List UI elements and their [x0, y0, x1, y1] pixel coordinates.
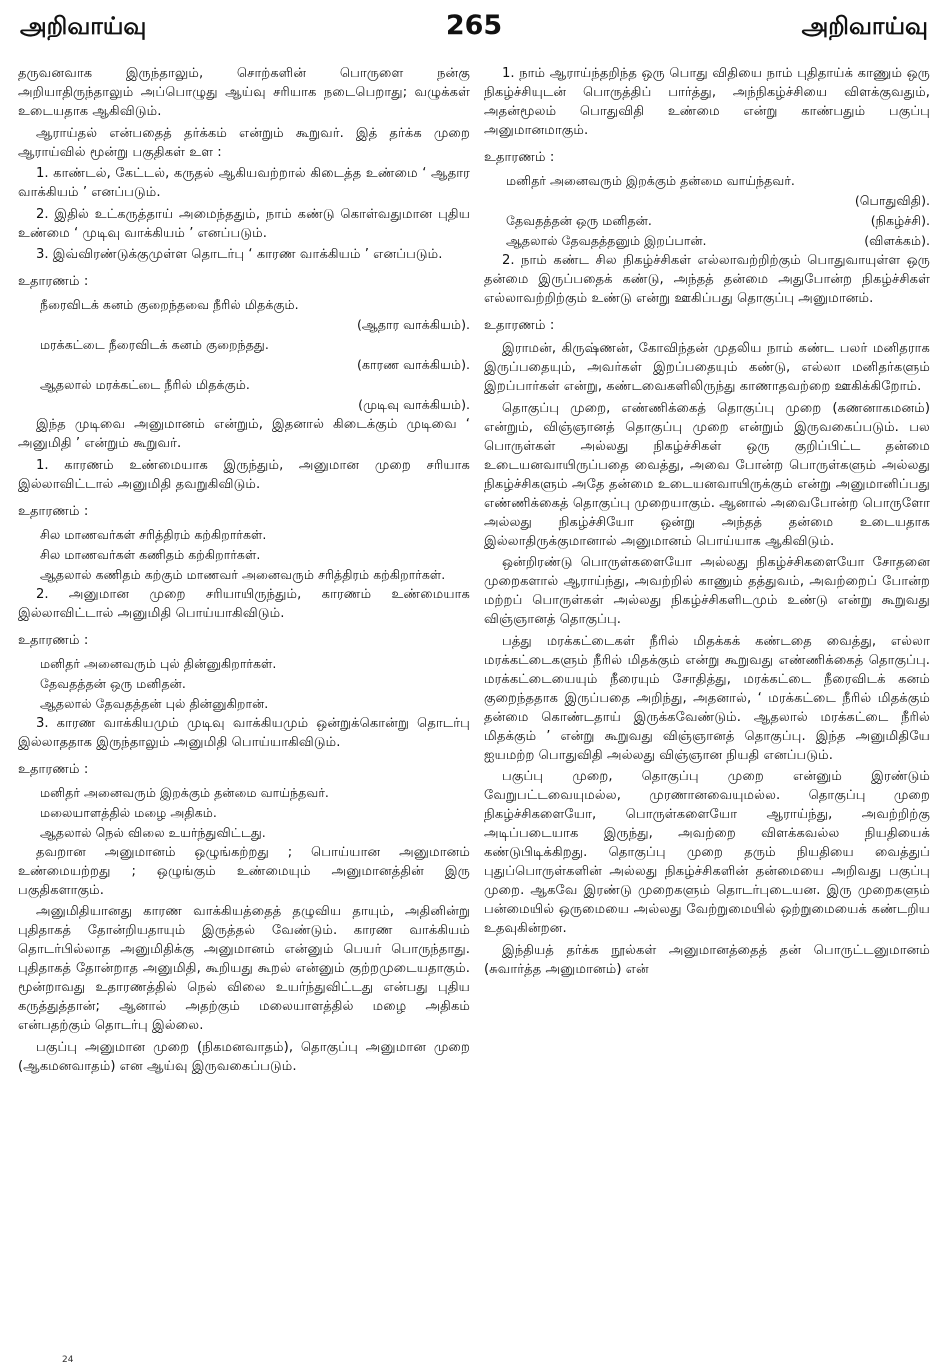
example-heading: உதாரணம் :	[18, 632, 89, 648]
paragraph: இந்த முடிவை அனுமானம் என்றும், இதனால் கிடைக்கும் முடிவை ‘ அனுமிதி ’ என்றும் கூறுவர்.	[18, 417, 470, 451]
paragraph: பத்து மரக்கட்டைகள் நீரில் மிதக்கக் கண்டதை வைத்து, எல்லா மரக்கட்டைகளும் நீரில் மிதக்கும் என்று கூறுவது எண்ணிக்கைத் தொகுப்பு. மரக்கட்டையையும் நீரையும் சோதித்து, மரக்கட்டை நீரைவிடக் கனம் குறைந்ததாக இருப்பதை அறிந்து, அதனால், ‘ மரக்கட்டை நீரில் மிதக்கும் தன்மை கொண்டதாய் இருக்கவேண்டும். ஆதலால் மரக்கட்டை நீரில் மிதக்கும் ’ என்று கூறுவது விஞ்ஞானத் தொகுப்பு. இந்த அனுமிதியே ஐயமற்ற பொதுவிதி அல்லது விஞ்ஞான நியதி எனப்படும்.	[484, 633, 930, 763]
example-line: ஆதலால் நெல் விலை உயர்ந்துவிட்டது.	[40, 824, 266, 840]
paragraph: 2. இதில் உட்கருத்தாய் அமைந்ததும், நாம் கண்டு கொள்வதுமான புதிய உண்மை ‘ முடிவு வாக்கியம் ’ எனப்படும்.	[18, 206, 470, 241]
paragraph: பகுப்பு முறை, தொகுப்பு முறை என்னும் இரண்டும் வேறுபட்டவையுமல்ல, முரணானவையுமல்ல. தொகுப்பு முறை நிகழ்ச்சிகளையோ, பொருள்களையோ ஆராய்ந்து, அவற்றிற்கு அடிப்படையாக இருந்து, அவற்றை விளக்கவல்ல நியதியைக் கண்டுபிடிக்கிறது. தொகுப்பு முறை தரும் நியதியை வைத்துப் புதுப்பொருள்களின் அல்லது நிகழ்ச்சிகளின் தன்மையை அறிவது பகுப்பு முறை. ஆகவே இரண்டு முறைகளும் தொடர்புடையன. இரு முறைகளும் பன்மையில் ஒருமையை அல்லது வேற்றுமையில் ஒற்றுமையைக் கண்டறிய உதவுகின்றன.	[484, 769, 930, 936]
example-heading: உதாரணம் :	[18, 761, 89, 777]
example-line: மனிதர் அனைவரும் புல் தின்னுகிறார்கள்.	[40, 655, 277, 671]
example-text: ஆதலால் தேவதத்தனும் இறப்பான்.	[506, 233, 707, 248]
example-label: (விளக்கம்).	[864, 233, 930, 248]
paragraph: பகுப்பு அனுமான முறை (நிகமனவாதம்), தொகுப்பு அனுமான முறை (ஆகமனவாதம்) என ஆய்வு இருவகைப்படும்.	[18, 1039, 470, 1074]
example-line: மலையாளத்தில் மழை அதிகம்.	[40, 804, 217, 820]
paragraph: இராமன், கிருஷ்ணன், கோவிந்தன் முதலிய நாம் கண்ட பலர் மனிதராக இருப்பதையும், அவர்கள் இறப்பதையும் கண்டு, எல்லா மனிதர்களும் இறப்பார்கள் என்று, கண்டவைகளிலிருந்து காணாதவற்றை ஊகிக்கிறோம்.	[484, 341, 930, 394]
running-head-left: அறிவாய்வு	[20, 12, 147, 40]
page-header	[0, 10, 948, 50]
example-line: தேவதத்தன் ஒரு மனிதன்.	[40, 675, 186, 691]
footer-signature-mark: 24	[62, 1355, 74, 1365]
example-line: ஆதலால் தேவதத்தன் புல் தின்னுகிறான்.	[40, 695, 269, 711]
paragraph: ஆராய்தல் என்பதைத் தர்க்கம் என்றும் கூறுவர். இத் தர்க்க முறை ஆராய்வில் மூன்று பகுதிகள் உள :	[18, 125, 470, 160]
example-label: (பொதுவிதி).	[854, 193, 930, 208]
paragraph: தொகுப்பு முறை, எண்ணிக்கைத் தொகுப்பு முறை (கணனாகமனம்) என்றும், விஞ்ஞானத் தொகுப்பு முறை என்றும் இருவகைப்படும். பல பொருள்கள் அல்லது நிகழ்ச்சிகள் ஒரு குறிப்பிட்ட தன்மை உடையனவாயிருப்பதை வைத்து, அவை போன்ற பொருள்களும் அல்லது நிகழ்ச்சிகளும் அதே தன்மை உடையனவாயிருக்கும் என்று அனுமானிப்பது எண்ணிக்கைத் தொகுப்பு முறையாகும். ஆனால் அவைபோன்ற பொருளோ அல்லது நிகழ்ச்சியோ ஒன்று அந்தத் தன்மை உடையதாக இல்லாதிருக்குமானால் அனுமானம் பொய்யாக ஆகிவிடும்.	[484, 400, 930, 549]
example-line: ஆதலால் கணிதம் கற்கும் மாணவர் அனைவரும் சரித்திரம் கற்கிறார்கள்.	[40, 566, 446, 582]
paragraph: 3. காரண வாக்கியமும் முடிவு வாக்கியமும் ஒன்றுக்கொன்று தொடர்பு இல்லாததாக இருந்தாலும் அனுமிதி பொய்யாகிவிடும்.	[18, 715, 470, 750]
paragraph: அனுமிதியானது காரண வாக்கியத்தைத் தழுவிய தாயும், அதினின்று புதிதாகத் தோன்றியதாயும் இருத்தல் வேண்டும். காரண வாக்கியம் தொடர்பில்லாத அனுமிதிக்கு அனுமானம் என்னும் பெயர் பொருந்தாது. புதிதாகத் தோன்றாத அனுமிதி, கூறியது கூறல் என்னும் குற்றமுடையதாகும். மூன்றாவது உதாரணத்தில் நெல் விலை உயர்ந்துவிட்டது என்பது புதிய கருத்துத்தான்; ஆனால் அதற்கும் மலையாளத்தில் மழை அதிகம் என்பதற்கும் தொடர்பு இல்லை.	[18, 904, 470, 1033]
example-line: சில மாணவர்கள் சரித்திரம் கற்கிறார்கள்.	[40, 526, 267, 542]
paragraph: 2. நாம் கண்ட சில நிகழ்ச்சிகள் எல்லாவற்றிற்கும் பொதுவாயுள்ள ஒரு தன்மை இருப்பதைக் கண்டு, அந்தத் தன்மை அதுபோன்ற நிகழ்ச்சிகள் எல்லாவற்றிற்கும் உண்டு என்று ஊகிப்பது தொகுப்பு அனுமானம்.	[484, 253, 930, 306]
paragraph: 1. காண்டல், கேட்டல், கருதல் ஆகியவற்றால் கிடைத்த உண்மை ‘ ஆதார வாக்கியம் ’ எனப்படும்.	[18, 166, 470, 200]
example-label: (நிகழ்ச்சி).	[870, 213, 930, 228]
example-label: (ஆதார வாக்கியம்).	[357, 317, 470, 332]
paragraph: ஒன்றிரண்டு பொருள்களையோ அல்லது நிகழ்ச்சிகளையோ சோதனை முறைகளால் ஆராய்ந்து, அவற்றில் காணும் தத்துவம், அவற்றைப் போன்ற மற்றப் பொருள்கள் அல்லது நிகழ்ச்சிகளிடமும் உண்டு என்று கூறுவது விஞ்ஞானத் தொகுப்பு.	[484, 555, 930, 627]
example-line: மனிதர் அனைவரும் இறக்கும் தன்மை வாய்ந்தவர்.	[506, 173, 795, 188]
paragraph: தவறான அனுமானம் ஒழுங்கற்றது ; பொய்யான அனுமானம் உண்மையற்றது ; ஒழுங்கும் உண்மையும் அனுமானத்தின் இரு பகுதிகளாகும்.	[18, 844, 470, 898]
example-line	[484, 211, 930, 230]
example-line: மனிதர் அனைவரும் இறக்கும் தன்மை வாய்ந்தவர்.	[40, 784, 329, 800]
example-text: தேவதத்தன் ஒரு மனிதன்.	[506, 213, 652, 228]
page-number: 265	[445, 10, 503, 41]
paragraph: 3. இவ்விரண்டுக்குமுள்ள தொடர்பு ‘ காரண வாக்கியம் ’ எனப்படும்.	[36, 247, 443, 262]
example-heading: உதாரணம் :	[18, 503, 89, 519]
example-line	[484, 231, 930, 250]
paragraph: 1. நாம் ஆராய்ந்தறிந்த ஒரு பொது விதியை நாம் புதிதாய்க் காணும் ஒரு நிகழ்ச்சியுடன் பொருத்திப் பார்த்து, அந்நிகழ்ச்சியை விளக்குவதும், அதன்மூலம் பொதுவிதி உண்மை என்று காண்பதும் பகுப்பு அனுமானமாகும்.	[484, 66, 930, 138]
example-heading: உதாரணம் :	[18, 274, 89, 289]
left-column	[18, 64, 470, 1360]
example-heading: உதாரணம் :	[484, 318, 555, 333]
example-line: நீரைவிடக் கனம் குறைந்தவை நீரில் மிதக்கும்.	[40, 297, 299, 312]
right-column	[484, 64, 930, 1360]
paragraph: தருவனவாக இருந்தாலும், சொற்களின் பொருளை நன்கு அறியாதிருந்தாலும் அப்பொழுது ஆய்வு சரியாக நடைபெறாது; வழுக்கள் உடையதாக ஆகிவிடும்.	[18, 66, 470, 119]
paragraph: இந்தியத் தர்க்க நூல்கள் அனுமானத்தைத் தன் பொருட்டனுமானம் (சுவார்த்த அனுமானம்) என்	[484, 942, 930, 977]
example-line: ஆதலால் மரக்கட்டை நீரில் மிதக்கும்.	[40, 377, 250, 392]
paragraph: 2. அனுமான முறை சரியாயிருந்தும், காரணம் உண்மையாக இல்லாவிட்டால் அனுமிதி பொய்யாகிவிடும்.	[18, 586, 470, 621]
example-label: (காரண வாக்கியம்).	[357, 357, 470, 372]
example-line: சில மாணவர்கள் கணிதம் கற்கிறார்கள்.	[40, 546, 261, 562]
running-head-right: அறிவாய்வு	[801, 12, 928, 40]
example-label: (முடிவு வாக்கியம்).	[358, 397, 470, 412]
paragraph: 1. காரணம் உண்மையாக இருந்தும், அனுமான முறை சரியாக இல்லாவிட்டால் அனுமிதி தவறுகிவிடும்.	[18, 457, 470, 492]
example-heading: உதாரணம் :	[484, 150, 555, 165]
example-line: மரக்கட்டை நீரைவிடக் கனம் குறைந்தது.	[40, 337, 269, 352]
